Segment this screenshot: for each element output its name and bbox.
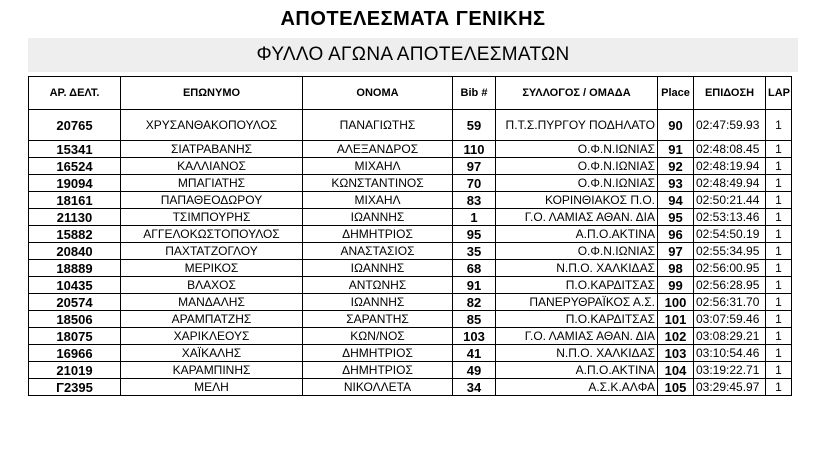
cell-delt: 21019 <box>29 362 121 379</box>
table-row <box>29 328 792 345</box>
results-table <box>28 76 792 396</box>
cell-surname: ΤΣΙΜΠΟΥΡΗΣ <box>121 209 303 226</box>
header-club: ΣΥΛΛΟΓΟΣ / ΟΜΑΔΑ <box>496 77 658 110</box>
cell-time: 02:47:59.93 <box>694 110 766 141</box>
cell-name: ΔΗΜΗΤΡΙΟΣ <box>303 362 453 379</box>
cell-club: Ν.Π.Ο. ΧΑΛΚΙΔΑΣ <box>496 260 658 277</box>
cell-lap: 1 <box>766 277 792 294</box>
cell-name: ΚΩΝ/ΝΟΣ <box>303 328 453 345</box>
cell-club: Α.Σ.Κ.ΑΛΦΑ <box>496 379 658 396</box>
cell-place: 104 <box>658 362 694 379</box>
cell-surname: ΚΑΛΛΙΑΝΟΣ <box>121 158 303 175</box>
cell-delt: 18506 <box>29 311 121 328</box>
cell-surname: ΧΑΪΚΑΛΗΣ <box>121 345 303 362</box>
cell-lap: 1 <box>766 158 792 175</box>
cell-time: 03:19:22.71 <box>694 362 766 379</box>
cell-time: 02:56:00.95 <box>694 260 766 277</box>
cell-delt: 20840 <box>29 243 121 260</box>
cell-surname: ΑΓΓΕΛΟΚΩΣΤΟΠΟΥΛΟΣ <box>121 226 303 243</box>
header-name: ΟΝΟΜΑ <box>303 77 453 110</box>
cell-delt: 18161 <box>29 192 121 209</box>
cell-surname: ΜΠΑΓΙΑΤΗΣ <box>121 175 303 192</box>
cell-delt: 20765 <box>29 110 121 141</box>
cell-club: Ο.Φ.Ν.ΙΩΝΙΑΣ <box>496 243 658 260</box>
cell-lap: 1 <box>766 345 792 362</box>
cell-club: Ν.Π.Ο. ΧΑΛΚΙΔΑΣ <box>496 345 658 362</box>
cell-place: 97 <box>658 243 694 260</box>
header-bib: Bib # <box>453 77 496 110</box>
cell-club: Γ.Ο. ΛΑΜΙΑΣ ΑΘΑΝ. ΔΙΑ <box>496 328 658 345</box>
cell-time: 02:48:49.94 <box>694 175 766 192</box>
table-row <box>29 209 792 226</box>
cell-club: Α.Π.Ο.ΑΚΤΙΝΑ <box>496 226 658 243</box>
cell-time: 02:48:19.94 <box>694 158 766 175</box>
cell-lap: 1 <box>766 243 792 260</box>
cell-bib: 35 <box>453 243 496 260</box>
cell-place: 99 <box>658 277 694 294</box>
cell-place: 91 <box>658 141 694 158</box>
cell-time: 02:56:31.70 <box>694 294 766 311</box>
cell-surname: ΣΙΑΤΡΑΒΑΝΗΣ <box>121 141 303 158</box>
cell-club: Ο.Φ.Ν.ΙΩΝΙΑΣ <box>496 158 658 175</box>
cell-club: Π.Ο.ΚΑΡΔΙΤΣΑΣ <box>496 277 658 294</box>
table-row <box>29 243 792 260</box>
header-surname: ΕΠΩΝΥΜΟ <box>121 77 303 110</box>
cell-lap: 1 <box>766 362 792 379</box>
cell-delt: 15882 <box>29 226 121 243</box>
cell-name: ΙΩΑΝΝΗΣ <box>303 209 453 226</box>
cell-bib: 83 <box>453 192 496 209</box>
cell-lap: 1 <box>766 328 792 345</box>
cell-place: 98 <box>658 260 694 277</box>
cell-delt: 18889 <box>29 260 121 277</box>
header-row <box>29 77 792 110</box>
cell-club: Π.Τ.Σ.ΠΥΡΓΟΥ ΠΟΔΗΛΑΤΟ <box>496 110 658 141</box>
cell-name: ΣΑΡΑΝΤΗΣ <box>303 311 453 328</box>
table-row <box>29 158 792 175</box>
cell-place: 100 <box>658 294 694 311</box>
cell-delt: 19094 <box>29 175 121 192</box>
cell-delt: 20574 <box>29 294 121 311</box>
table-row <box>29 110 792 141</box>
cell-lap: 1 <box>766 294 792 311</box>
cell-surname: ΑΡΑΜΠΑΤΖΗΣ <box>121 311 303 328</box>
cell-delt: 18075 <box>29 328 121 345</box>
table-row <box>29 362 792 379</box>
cell-bib: 91 <box>453 277 496 294</box>
cell-place: 95 <box>658 209 694 226</box>
cell-lap: 1 <box>766 226 792 243</box>
cell-place: 103 <box>658 345 694 362</box>
cell-bib: 68 <box>453 260 496 277</box>
cell-time: 02:50:21.44 <box>694 192 766 209</box>
cell-surname: ΒΛΑΧΟΣ <box>121 277 303 294</box>
cell-club: ΠΑΝΕΡΥΘΡΑΪΚΟΣ Α.Σ. <box>496 294 658 311</box>
table-row <box>29 379 792 396</box>
cell-place: 90 <box>658 110 694 141</box>
cell-time: 02:48:08.45 <box>694 141 766 158</box>
cell-place: 102 <box>658 328 694 345</box>
cell-bib: 85 <box>453 311 496 328</box>
cell-name: ΜΙΧΑΗΛ <box>303 192 453 209</box>
cell-time: 03:29:45.97 <box>694 379 766 396</box>
cell-lap: 1 <box>766 209 792 226</box>
cell-surname: ΧΑΡΙΚΛΕΟΥΣ <box>121 328 303 345</box>
cell-surname: ΠΑΧΤΑΤΖΟΓΛΟΥ <box>121 243 303 260</box>
header-lap: LAP <box>766 77 792 110</box>
cell-name: ΔΗΜΗΤΡΙΟΣ <box>303 226 453 243</box>
cell-name: ΠΑΝΑΓΙΩΤΗΣ <box>303 110 453 141</box>
cell-name: ΑΛΕΞΑΝΔΡΟΣ <box>303 141 453 158</box>
cell-bib: 97 <box>453 158 496 175</box>
cell-delt: 21130 <box>29 209 121 226</box>
table-row <box>29 192 792 209</box>
cell-bib: 103 <box>453 328 496 345</box>
cell-bib: 70 <box>453 175 496 192</box>
cell-bib: 41 <box>453 345 496 362</box>
cell-place: 105 <box>658 379 694 396</box>
cell-delt: 15341 <box>29 141 121 158</box>
cell-name: ΙΩΑΝΝΗΣ <box>303 260 453 277</box>
cell-lap: 1 <box>766 110 792 141</box>
cell-time: 02:56:28.95 <box>694 277 766 294</box>
cell-delt: Γ2395 <box>29 379 121 396</box>
cell-surname: ΜΕΡΙΚΟΣ <box>121 260 303 277</box>
cell-club: Π.Ο.ΚΑΡΔΙΤΣΑΣ <box>496 311 658 328</box>
cell-name: ΔΗΜΗΤΡΙΟΣ <box>303 345 453 362</box>
cell-bib: 1 <box>453 209 496 226</box>
cell-bib: 110 <box>453 141 496 158</box>
table-header <box>29 77 792 110</box>
cell-name: ΝΙΚΟΛΛΕΤΑ <box>303 379 453 396</box>
cell-surname: ΠΑΠΑΘΕΟΔΩΡΟΥ <box>121 192 303 209</box>
cell-surname: ΧΡΥΣΑΝΘΑΚΟΠΟΥΛΟΣ <box>121 110 303 141</box>
page-subtitle: ΦΥΛΛΟ ΑΓΩΝΑ ΑΠΟΤΕΛΕΣΜΑΤΩΝ <box>256 44 570 65</box>
cell-lap: 1 <box>766 311 792 328</box>
table-body <box>29 110 792 396</box>
cell-time: 02:54:50.19 <box>694 226 766 243</box>
header-delt: ΑΡ. ΔΕΛΤ. <box>29 77 121 110</box>
cell-time: 03:07:59.46 <box>694 311 766 328</box>
cell-name: ΑΝΑΣΤΑΣΙΟΣ <box>303 243 453 260</box>
title-band <box>28 0 798 38</box>
cell-surname: ΜΕΛΗ <box>121 379 303 396</box>
cell-club: Γ.Ο. ΛΑΜΙΑΣ ΑΘΑΝ. ΔΙΑ <box>496 209 658 226</box>
table-row <box>29 175 792 192</box>
cell-club: Ο.Φ.Ν.ΙΩΝΙΑΣ <box>496 175 658 192</box>
cell-bib: 59 <box>453 110 496 141</box>
cell-place: 101 <box>658 311 694 328</box>
cell-time: 03:10:54.46 <box>694 345 766 362</box>
cell-lap: 1 <box>766 175 792 192</box>
cell-bib: 34 <box>453 379 496 396</box>
header-place: Place <box>658 77 694 110</box>
cell-bib: 49 <box>453 362 496 379</box>
cell-name: ΙΩΑΝΝΗΣ <box>303 294 453 311</box>
cell-name: ΑΝΤΩΝΗΣ <box>303 277 453 294</box>
cell-place: 92 <box>658 158 694 175</box>
table-row <box>29 277 792 294</box>
cell-time: 02:55:34.95 <box>694 243 766 260</box>
table-row <box>29 311 792 328</box>
cell-name: ΚΩΝΣΤΑΝΤΙΝΟΣ <box>303 175 453 192</box>
cell-name: ΜΙΧΑΗΛ <box>303 158 453 175</box>
cell-time: 02:53:13.46 <box>694 209 766 226</box>
cell-bib: 82 <box>453 294 496 311</box>
cell-delt: 16966 <box>29 345 121 362</box>
cell-lap: 1 <box>766 379 792 396</box>
subtitle-band <box>28 38 798 72</box>
page-title: ΑΠΟΤΕΛΕΣΜΑΤΑ ΓΕΝΙΚΗΣ <box>280 7 546 30</box>
cell-lap: 1 <box>766 141 792 158</box>
table-row <box>29 226 792 243</box>
cell-surname: ΚΑΡΑΜΠΙΝΗΣ <box>121 362 303 379</box>
table-row <box>29 294 792 311</box>
cell-delt: 10435 <box>29 277 121 294</box>
table-row <box>29 260 792 277</box>
cell-bib: 95 <box>453 226 496 243</box>
table-row <box>29 345 792 362</box>
cell-club: Α.Π.Ο.ΑΚΤΙΝΑ <box>496 362 658 379</box>
cell-delt: 16524 <box>29 158 121 175</box>
cell-club: ΚΟΡΙΝΘΙΑΚΟΣ Π.Ο. <box>496 192 658 209</box>
table-row <box>29 141 792 158</box>
cell-club: Ο.Φ.Ν.ΙΩΝΙΑΣ <box>496 141 658 158</box>
cell-place: 94 <box>658 192 694 209</box>
header-time: ΕΠΙΔΟΣΗ <box>694 77 766 110</box>
cell-place: 93 <box>658 175 694 192</box>
cell-lap: 1 <box>766 192 792 209</box>
cell-place: 96 <box>658 226 694 243</box>
cell-surname: ΜΑΝΔΑΛΗΣ <box>121 294 303 311</box>
cell-time: 03:08:29.21 <box>694 328 766 345</box>
cell-lap: 1 <box>766 260 792 277</box>
